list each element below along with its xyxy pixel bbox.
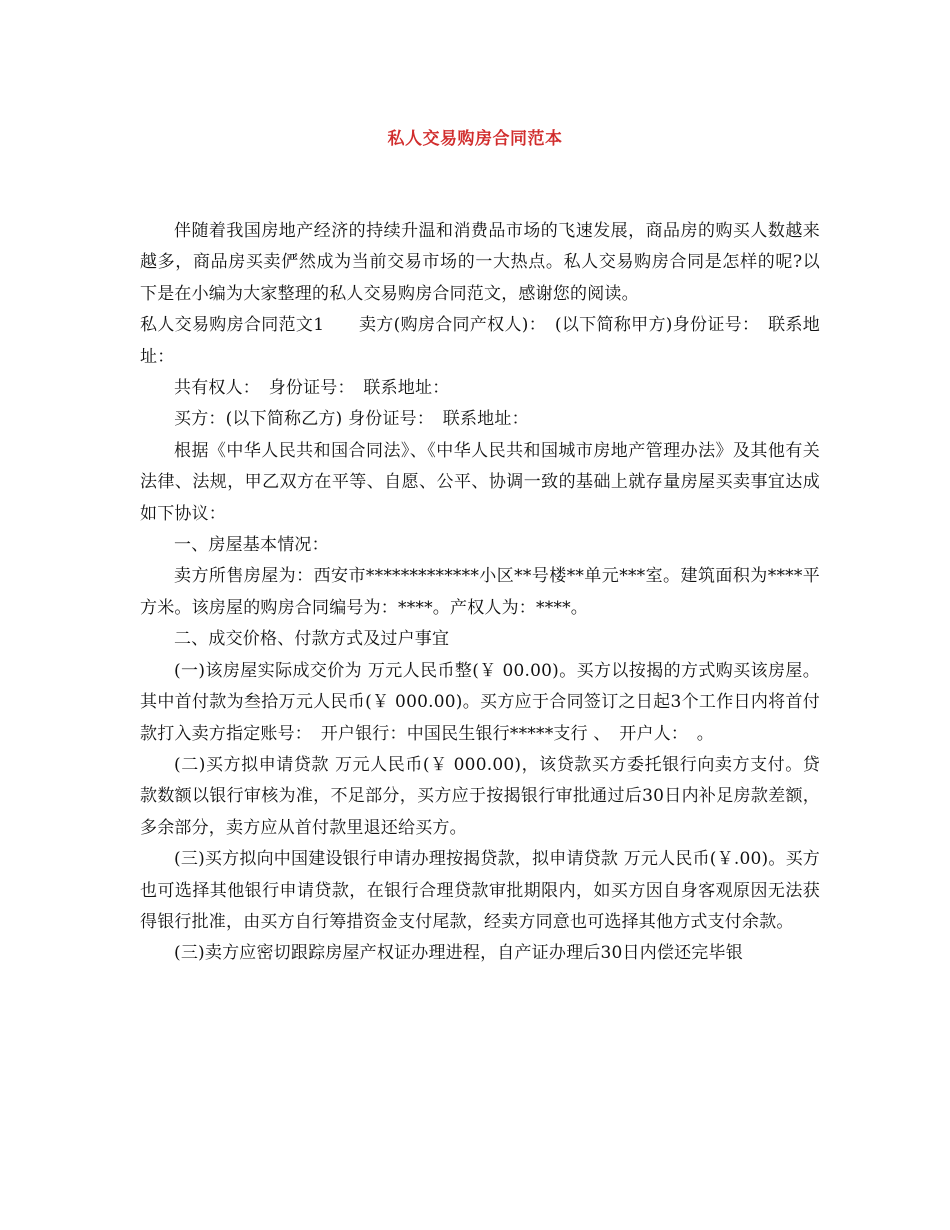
property-info-paragraph: 卖方所售房屋为：西安市*************小区**号楼**单元***室。建筑面积为****平方米。该房屋的购房合同编号为：****。产权人为：****。: [140, 566, 820, 618]
clause-2-paragraph: (二)买方拟申请贷款 万元人民币(￥ 000.00)，该贷款买方委托银行向卖方支付。贷款数额以银行审核为准，不足部分，买方应于按揭银行审批通过后30日内补足房款差额，多余部分，卖方应从首付款里退还给买方。: [140, 754, 820, 838]
buyer-line: 买方：(以下简称乙方) 身份证号： 联系地址：: [174, 409, 529, 430]
document-title: 私人交易购房合同范本: [387, 129, 563, 149]
document-body: [140, 216, 820, 970]
contract-sample-heading: 私人交易购房合同范文1 卖方(购房合同产权人)： (以下简称甲方)身份证号： 联系地址：: [140, 315, 820, 367]
intro-paragraph: 伴随着我国房地产经济的持续升温和消费品市场的飞速发展，商品房的购买人数越来越多，商品房买卖俨然成为当前交易市场的一大热点。私人交易购房合同是怎样的呢?以下是在小编为大家整理的私人交易购房合同范文，感谢您的阅读。: [140, 221, 820, 304]
co-owner-line: 共有权人： 身份证号： 联系地址：: [174, 378, 450, 399]
legal-basis-paragraph: 根据《中华人民共和国合同法》、《中华人民共和国城市房地产管理办法》及其他有关法律、法规，甲乙双方在平等、自愿、公平、协调一致的基础上就存量房屋买卖事宜达成如下协议：: [140, 440, 820, 524]
clause-3-paragraph: (三)买方拟向中国建设银行申请办理按揭贷款，拟申请贷款 万元人民币(￥.00)。买方也可选择其他银行申请贷款，在银行合理贷款审批期限内，如买方因自身客观原因无法获得银行批准，由买方自行筹措资金支付尾款，经卖方同意也可选择其他方式支付余款。: [140, 849, 820, 932]
section-2-heading: 二、成交价格、付款方式及过户事宜: [174, 629, 450, 650]
clause-1-paragraph: (一)该房屋实际成交价为 万元人民币整(￥ 00.00)。买方以按揭的方式购买该房屋。其中首付款为叁拾万元人民币(￥ 000.00)。买方应于合同签订之日起3个工作日内将首付款打入卖方指定账号： 开户银行：中国民生银行*****支行 、 开户人： 。: [140, 660, 820, 744]
section-1-heading: 一、房屋基本情况：: [174, 535, 329, 556]
clause-3b-paragraph: (三)卖方应密切跟踪房屋产权证办理进程，自产证办理后30日内偿还完毕银: [174, 943, 743, 964]
